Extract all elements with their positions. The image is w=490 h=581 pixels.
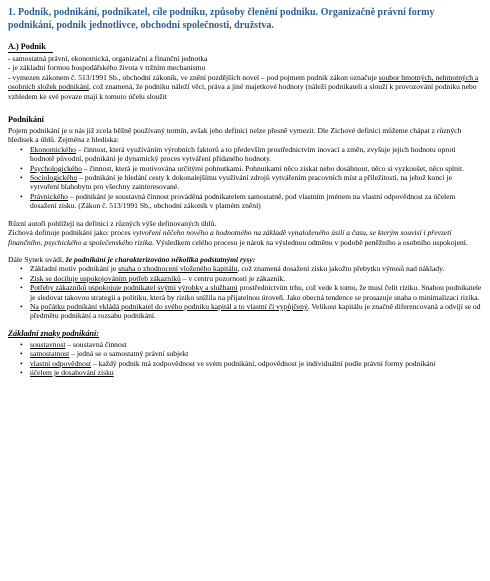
bullet-icon: • [20, 264, 23, 274]
bullet-icon: • [20, 301, 23, 311]
bullet-icon: • [20, 339, 23, 349]
section-a-line: - samostatná právní, ekonomická, organizační a finanční jednotka [8, 54, 208, 63]
list-item: • Potřeby zákazníků uspokojuje podnikatel svými výrobky a službami prostřednictvím trhu, což vede k tomu, že musí čelit riziku. Snahou podnikatele je sledovat takovou strategii a politiku, která by riziko snížila na přijatelnou úroveň. Jako obecná tendence se prosazuje snaha o minimalizaci rizika. [20, 283, 482, 302]
bullet-icon: • [20, 283, 23, 293]
list-item: • Základní motiv podnikání je snaha o zhodnocení vloženého kapitálu, což znamená dosažení zisku jakožto přebytku výnosů nad náklady. [20, 264, 445, 274]
podnikani-heading: Podnikání [8, 115, 44, 125]
bullet-icon: • [20, 163, 23, 173]
paragraph-synek: Dále Synek uvádí, že podnikání je charakterizováno několika podstatnými rysy: [8, 254, 256, 264]
list-item: • účelem je dosahování zisku [20, 367, 114, 377]
podnikani-intro: Pojem podnikání je u nás již zcela běžně používaný termín, avšak jeho definici nelze přesně vymezit. Dle Zichové definici můžeme chápat z různých hledisek a úhlů. Zejména z hlediska: [8, 126, 462, 145]
bullet-icon: • [20, 349, 23, 359]
list-item: • Psychologického – činnost, která je motivována určitými pohnutkami. Pohnutkami něco získat nebo dosáhnout, něco si vyzkoušet, něco splnit. [20, 163, 465, 173]
hlediska-list [8, 145, 482, 211]
document-title: 1. Podnik, podnikání, podnikatel, cíle podniku, způsoby členění podniku. Organizačně právní formy podnikání, podnik jednotlivce, obchodní společnosti, družstva. [8, 7, 435, 31]
section-a-heading: A.) Podnik [8, 42, 46, 51]
bullet-icon: • [20, 173, 23, 183]
paragraph-authors: Různí autoři pohlížejí na definici z různých výše definovaných úhlů. [8, 218, 217, 228]
section-a-underline [8, 52, 53, 53]
list-item: • Ekonomického – činnost, která využíváním výrobních faktorů a to především prostřednictvím inovací a změn, zvyšuje jejich hodnotu oproti hodnotě původní, podnikání je dynamický proces vytváření přidaného hodnoty. [20, 144, 456, 164]
list-item: • Zisk se dociluje uspokojováním potřeb zákazníků – v centru pozornosti je zákazník. [20, 273, 286, 283]
section-a-line: - je základní formou hospodářského života v tržním mechanismu [8, 63, 206, 73]
bullet-icon: • [20, 191, 23, 201]
list-item: • Na počátku podnikání vkládá podnikatel do svého podniku kapitál a to vlastní či vypůjčený. Velikost kapitálu je značně diferencovaná a odvíjí se od předmětu podnikání a rozsahu podnikání. [20, 301, 481, 321]
znaky-list [8, 340, 482, 378]
rysy-list [8, 264, 482, 320]
bullet-icon: • [20, 367, 23, 377]
bullet-icon: • [20, 144, 23, 154]
list-item: • Sociologického – podnikání je hledání cesty k dokonalejšímu využívání zdrojů vytvářením pracovních míst a příležitostí, na jehož konci je vytvoření blahobytu pro všechny zainteresované. [20, 173, 452, 192]
paragraph-zichova: Zichová definuje podnikání jako: proces vytvoření něčeho nového a hodnotného na základě vynaloženého úsilí a času, se kterým souvisí i převzetí finančního, psychického a společenského rizika. Výsledkem celého procesu je nárok na výslednou odměnu v podobě peněžního a osobního uspokojení. [8, 228, 468, 247]
znaky-heading: Základní znaky podnikání: [8, 328, 99, 338]
section-a-definition: - vymezen zákonem č. 513/1991 Sb., obchodní zákoník, ve znění pozdějších novel – pod pojmem podnik zákon označuje soubor hmotných, nehmotných a osobních složek podnikání, což znamená, že podniku náleží věci, práva a jiné majetkové hodnoty (náleží podnikateli a slouží k provozování podniku nebo vzhledem ke své povaze mají k tomuto účelu sloužit [8, 72, 479, 101]
list-item: • soustavnost – soustavná činnost [20, 339, 127, 349]
bullet-icon: • [20, 358, 23, 368]
list-item: • vlastní odpovědnost – každý podnik má zodpovědnost ve svém podnikání, odpovědnost je individuální podle právní formy podnikání [20, 358, 436, 368]
list-item: • samostatnost – jedná se o samostatný právní subjekt [20, 349, 189, 359]
list-item: • Právnického – podnikání je soustavná činnost prováděná podnikatelem samostatně, pod vlastním jménem na vlastní odpovědnost za účelem dosažení zisku. (Zákon č. 513/1991 Sb., obchodní zákoník v platném znění) [20, 191, 456, 211]
bullet-icon: • [20, 273, 23, 283]
